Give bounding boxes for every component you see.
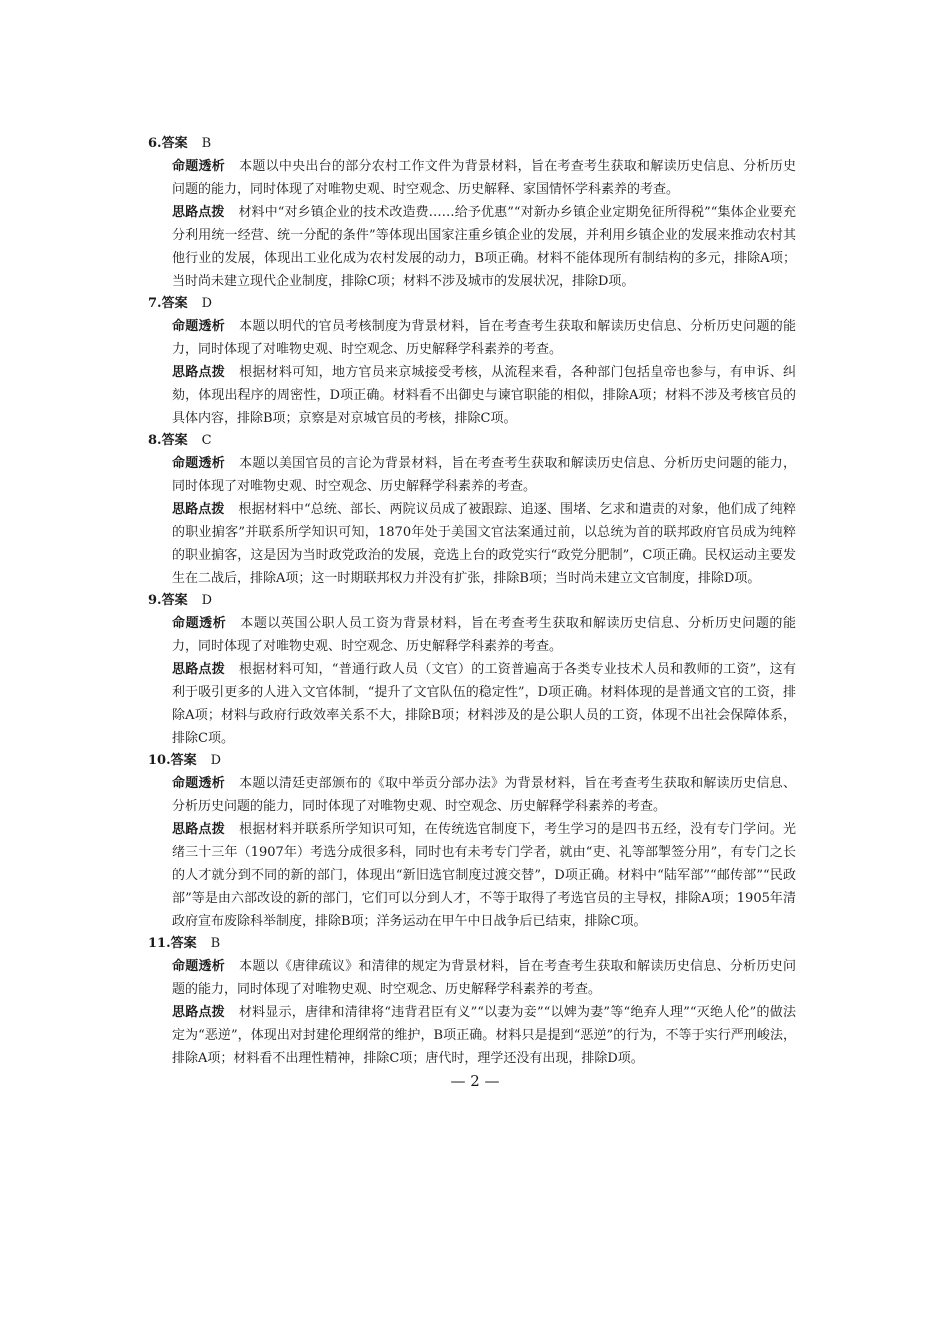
intent-text: 本题以明代的官员考核制度为背景材料，旨在考查考生获取和解读历史信息、分析历史问题的能力，同时体现了对唯物史观、时空观念、历史解释学科素养的考查。 — [172, 319, 796, 357]
question-header — [148, 293, 796, 315]
question-header — [148, 750, 796, 772]
question-header — [148, 133, 796, 155]
intent-label: 命题透析 — [172, 456, 226, 471]
page-number: — 2 — — [450, 1072, 500, 1090]
question-item — [148, 933, 796, 1070]
answer-label: 答案 — [161, 433, 188, 448]
intent-paragraph — [172, 155, 796, 201]
intent-label: 命题透析 — [172, 776, 226, 791]
analysis-label: 思路点拨 — [172, 365, 226, 380]
intent-text: 本题以清廷吏部颁布的《取中举贡分部办法》为背景材料，旨在考查考生获取和解读历史信息、分析历史问题的能力，同时体现了对唯物史观、时空观念、历史解释学科素养的考查。 — [172, 776, 796, 814]
analysis-paragraph — [172, 201, 796, 293]
analysis-label: 思路点拨 — [172, 205, 225, 220]
answer-label: 答案 — [161, 296, 188, 311]
intent-label: 命题透析 — [172, 159, 226, 174]
intent-label: 命题透析 — [172, 319, 226, 334]
answer-label: 答案 — [170, 936, 197, 951]
intent-text: 本题以美国官员的言论为背景材料，旨在考查考生获取和解读历史信息、分析历史问题的能力，同时体现了对唯物史观、时空观念、历史解释学科素养的考查。 — [172, 456, 796, 494]
question-number: 6. — [148, 136, 162, 151]
question-number: 10. — [148, 753, 171, 768]
answer-value: B — [201, 136, 212, 151]
analysis-paragraph — [172, 818, 796, 933]
question-header — [148, 590, 796, 612]
question-header — [148, 933, 796, 955]
analysis-paragraph — [172, 361, 796, 430]
question-header — [148, 430, 796, 452]
answer-value: D — [210, 753, 222, 768]
analysis-label: 思路点拨 — [172, 662, 226, 677]
answer-label: 答案 — [170, 753, 197, 768]
intent-label: 命题透析 — [172, 616, 227, 631]
analysis-text: 根据材料并联系所学知识可知，在传统选官制度下，考生学习的是四书五经，没有专门学问。光绪三十三年（1907年）考选分成很多科，同时也有未考专门学者，就由“吏、礼等部掣签分用”，有专门之长的人才就分到不同的新的部门，体现出“新旧选官制度过渡交替”，D项正确。材料中“陆军部”“邮传部”“民政部”等是由六部改设的新的部门，它们可以分到人才，不等于取得了考选官员的主导权，排除A项；1905年清政府宣布废除科举制度，排除B项；洋务运动在甲午中日战争后已结束，排除C项。 — [172, 822, 796, 929]
question-item — [148, 750, 796, 933]
analysis-text: 根据材料中“总统、部长、两院议员成了被跟踪、追逐、围堵、乞求和遣责的对象，他们成了纯粹的职业掮客”并联系所学知识可知，1870年处于美国文官法案通过前，以总统为首的联邦政府官员成为纯粹的职业掮客，这是因为当时政党政治的发展，竞选上台的政党实行“政党分肥制”，C项正确。民权运动主要发生在二战后，排除A项；这一时期联邦权力并没有扩张，排除B项；当时尚未建立文官制度，排除D项。 — [172, 502, 796, 586]
intent-text: 本题以中央出台的部分农村工作文件为背景材料，旨在考查考生获取和解读历史信息、分析历史问题的能力，同时体现了对唯物史观、时空观念、历史解释、家国情怀学科素养的考查。 — [172, 159, 796, 197]
answer-list — [148, 133, 796, 1070]
analysis-paragraph — [172, 658, 796, 750]
answer-value: D — [201, 593, 213, 608]
intent-paragraph — [172, 452, 796, 498]
answer-value: B — [210, 936, 221, 951]
analysis-text: 根据材料可知，“普通行政人员（文官）的工资普遍高于各类专业技术人员和教师的工资”，这有利于吸引更多的人进入文官体制，“提升了文官队伍的稳定性”，D项正确。材料体现的是普通文官的工资，排除A项；材料与政府行政效率关系不大，排除B项；材料涉及的是公职人员的工资，体现不出社会保障体系，排除C项。 — [172, 662, 796, 746]
question-item — [148, 590, 796, 750]
intent-paragraph — [172, 315, 796, 361]
question-number: 7. — [148, 296, 162, 311]
intent-text: 本题以《唐律疏议》和清律的规定为背景材料，旨在考查考生获取和解读历史信息、分析历史问题的能力，同时体现了对唯物史观、时空观念、历史解释学科素养的考查。 — [172, 959, 796, 997]
question-item — [148, 430, 796, 590]
question-item — [148, 293, 796, 430]
analysis-text: 材料显示，唐律和清律将“违背君臣有义”“以妻为妾”“以婢为妻”等“绝弃人理”“灭绝人伦”的做法定为“恶逆”，体现出对封建伦理纲常的维护，B项正确。材料只是提到“恶逆”的行为，不等于实行严刑峻法，排除A项；材料看不出理性精神，排除C项；唐代时，理学还没有出现，排除D项。 — [172, 1005, 796, 1066]
answer-value: C — [201, 433, 212, 448]
question-number: 8. — [148, 433, 162, 448]
answer-label: 答案 — [161, 593, 188, 608]
intent-paragraph — [172, 955, 796, 1001]
analysis-paragraph — [172, 498, 796, 590]
intent-paragraph — [172, 612, 796, 658]
question-number: 9. — [148, 593, 162, 608]
analysis-text: 材料中“对乡镇企业的技术改造费……给予优惠”“对新办乡镇企业定期免征所得税”“集体企业要充分利用统一经营、统一分配的条件”等体现出国家注重乡镇企业的发展，并利用乡镇企业的发展来推动农村其他行业的发展，体现出工业化成为农村发展的动力，B项正确。材料不能体现所有制结构的多元，排除A项；当时尚未建立现代企业制度，排除C项；材料不涉及城市的发展状况，排除D项。 — [172, 205, 796, 289]
analysis-label: 思路点拨 — [172, 822, 226, 837]
intent-text: 本题以英国公职人员工资为背景材料，旨在考查考生获取和解读历史信息、分析历史问题的能力，同时体现了对唯物史观、时空观念、历史解释学科素养的考查。 — [172, 616, 796, 654]
analysis-label: 思路点拨 — [172, 1005, 225, 1020]
analysis-text: 根据材料可知，地方官员来京城接受考核，从流程来看，各种部门包括皇帝也参与，有申诉、纠劾，体现出程序的周密性，D项正确。材料看不出御史与谏官职能的相似，排除A项；材料不涉及考核官员的具体内容，排除B项；京察是对京城官员的考核，排除C项。 — [172, 365, 796, 426]
analysis-label: 思路点拨 — [172, 502, 225, 517]
intent-label: 命题透析 — [172, 959, 226, 974]
answer-label: 答案 — [161, 136, 188, 151]
question-number: 11. — [148, 936, 171, 951]
analysis-paragraph — [172, 1001, 796, 1070]
answer-value: D — [201, 296, 213, 311]
question-item — [148, 133, 796, 293]
intent-paragraph — [172, 772, 796, 818]
